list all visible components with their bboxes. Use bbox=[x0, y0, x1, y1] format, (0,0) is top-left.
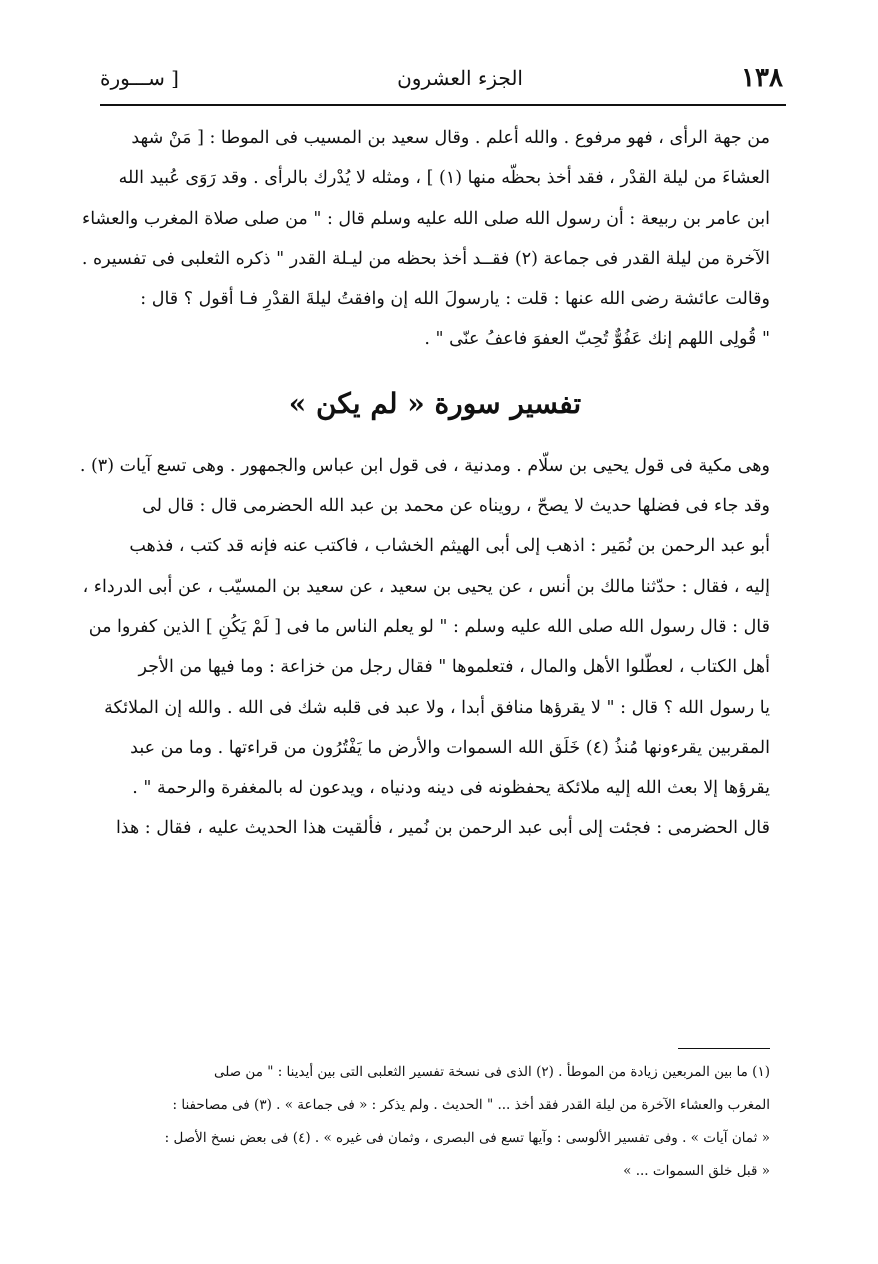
page-header bbox=[100, 58, 783, 98]
running-title: الجزء العشرون bbox=[397, 66, 523, 90]
text-line: وقد جاء فى فضلها حديث لا يصحّ ، رويناه عن محمد بن عبد الله الحضرمى قال : قال لى bbox=[142, 496, 770, 517]
text-line: من جهة الرأى ، فهو مرفوع . والله أعلم . وقال سعيد بن المسيب فى الموطا : [ مَنْ شهد bbox=[131, 128, 770, 148]
section-label: [ ســـورة bbox=[100, 66, 179, 90]
header-rule bbox=[100, 104, 786, 106]
footnote-rule bbox=[678, 1048, 770, 1049]
text-line: أهل الكتاب ، لعطّلوا الأهل والمال ، فتعلموها " فقال رجل من خزاعة : وما فيها من الأجر bbox=[138, 657, 770, 678]
footnote-line: (١) ما بين المربعين زيادة من الموطأ . (٢) الذى فى نسخة تفسير الثعلبى التى بين أيدينا : " من صلى bbox=[213, 1064, 770, 1080]
text-line: يقرؤها إلا بعث الله إليه ملائكة يحفظونه فى دينه ودنياه ، ويدعون له بالمغفرة والرحمة " . bbox=[132, 778, 770, 799]
footnote-line: « ثمان آيات » . وفى تفسير الألوسى : وآيها تسع فى البصرى ، وثمان فى غيره » . (٤) فى بعض نسخ الأصل : bbox=[164, 1130, 770, 1146]
text-line: قال الحضرمى : فجئت إلى أبى عبد الرحمن بن نُمير ، فألقيت هذا الحديث عليه ، فقال : هذا bbox=[115, 818, 770, 839]
body-text bbox=[79, 118, 770, 849]
text-line: " قُولِى اللهم إنك عَفُوٌّ تُحِبّ العفوَ فاعفُ عنّى " . bbox=[424, 329, 770, 350]
text-line: يا رسول الله ؟ قال : " لا يقرؤها منافق أبدا ، ولا عبد فى قلبه شك فى الله . والله إن الملائكة bbox=[104, 697, 770, 718]
text-line: العشاءَ من ليلة القدْر ، فقد أخذ بحظّه منها (١) ] ، ومثله لا يُدْرك بالرأى . وقد رَوَى عُبيد الله bbox=[118, 168, 770, 189]
page-number: ١٣٨ bbox=[741, 63, 783, 93]
footnote-line: المغرب والعشاء الآخرة من ليلة القدر فقد أخذ ... " الحديث . ولم يذكر : « فى جماعة » . (٣) فى مصاحفنا : bbox=[172, 1097, 770, 1113]
text-line: المقربين يقرءونها مُنذُ (٤) خَلَق الله السموات والأرض ما يَفْتُرُون من قراءتها . وما من عبد bbox=[130, 737, 770, 758]
text-line: أبو عبد الرحمن بن نُمَير : اذهب إلى أبى الهيثم الخشاب ، فاكتب عنه فإنه قد كتب ، فذهب bbox=[129, 536, 770, 557]
footnote-line: « قبل خلق السموات ... » bbox=[623, 1163, 770, 1179]
footnotes bbox=[98, 1056, 770, 1188]
text-line: الآخرة من ليلة القدر فى جماعة (٢) فقــد أخذ بحظه من ليـلة القدر " ذكره الثعلبى فى تفسيره . bbox=[81, 248, 770, 269]
text-line: ابن عامر بن ربيعة : أن رسول الله صلى الله عليه وسلم قال : " من صلى صلاة المغرب والعشاء bbox=[82, 208, 770, 229]
surah-heading: تفسير سورة « لم يكن » bbox=[288, 386, 582, 420]
text-line: وهى مكية فى قول يحيى بن سلّام . ومدنية ، فى قول ابن عباس والجمهور . وهى تسع آيات (٣) . bbox=[79, 455, 770, 476]
text-line: قال : قال رسول الله صلى الله عليه وسلم : " لو يعلم الناس ما فى [ لَمْ يَكُنِ ] الذين كفروا من bbox=[88, 616, 770, 637]
text-line: إليه ، فقال : حدّثنا مالك بن أنس ، عن يحيى بن سعيد ، عن سعيد بن المسيّب ، عن أبى الدرداء ، bbox=[82, 576, 770, 597]
text-line: وقالت عائشة رضى الله عنها : قلت : يارسولَ الله إن وافقتُ ليلةَ القدْرِ فـا أقول ؟ قال : bbox=[140, 289, 770, 310]
